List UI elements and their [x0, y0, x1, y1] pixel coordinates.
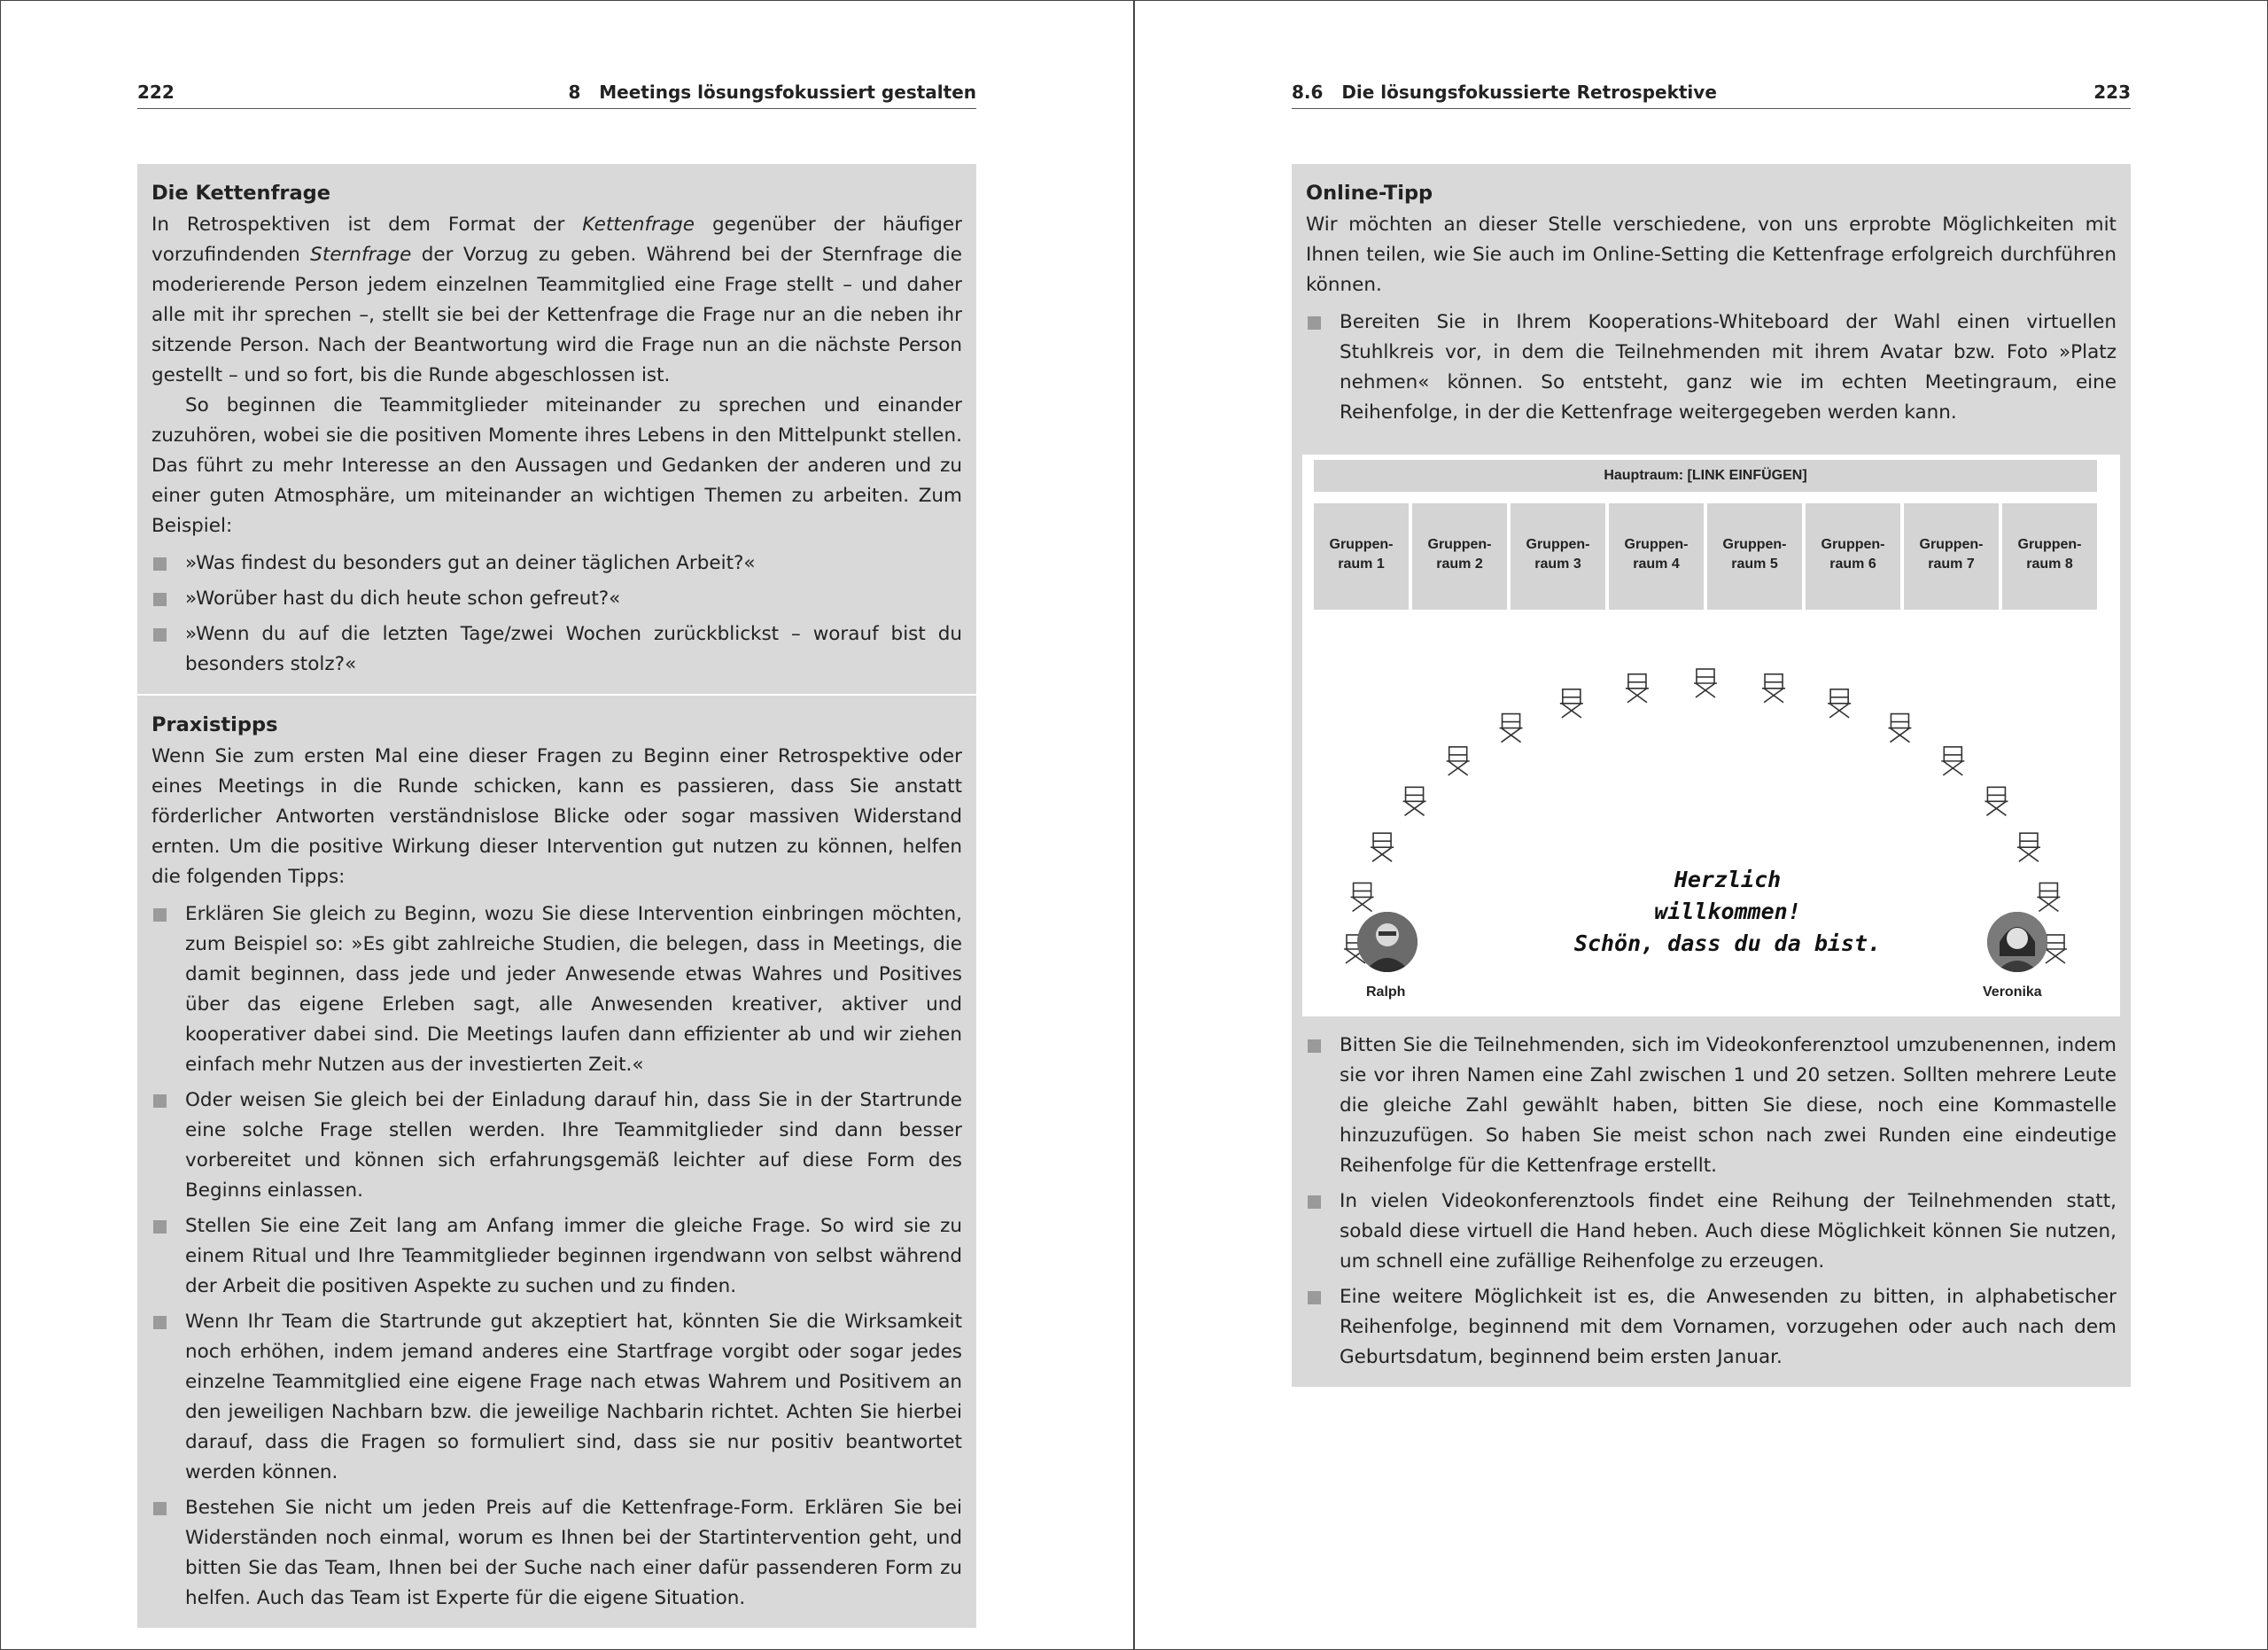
bullet-square-icon	[1308, 1291, 1321, 1304]
welcome-line: Schön, dass du da bist.	[1573, 930, 1882, 956]
emphasis: Sternfrage	[310, 244, 412, 266]
group-label-line: Gruppen-	[1526, 537, 1590, 552]
chair-icon	[1941, 747, 1964, 775]
list-item-text: In vielen Videokonferenztools findet eine Reihung der Teilnehmenden statt, sobald diese virtuell die Hand heben. Auch diese Möglichkeit können Sie nutzen, um schnell eine zufällige Reihenfolge zu erzeugen.	[1340, 1190, 2117, 1273]
chair-icon	[1984, 787, 2008, 815]
text-run: In Retrospektiven ist dem Format der	[151, 214, 583, 236]
welcome-line: Herzlich	[1674, 867, 1782, 892]
bullet-square-icon	[1308, 316, 1321, 330]
chair-icon	[1888, 714, 1911, 743]
list-item	[151, 619, 962, 680]
group-label-line: raum 4	[1633, 556, 1680, 572]
list-item	[151, 584, 962, 614]
list-item-text: »Was findest du besonders gut an deiner täglichen Arbeit?«	[185, 552, 756, 574]
bullet-square-icon	[1308, 1039, 1321, 1053]
group-label-line: raum 6	[1829, 556, 1876, 572]
chair-icon	[1560, 689, 1583, 718]
chair-icon	[1447, 747, 1470, 775]
avatar-ralph	[1357, 912, 1418, 972]
list-item-text: Bereiten Sie in Ihrem Kooperations-Whiteboard der Wahl einen virtuellen Stuhlkreis vor, in dem die Teilnehmenden mit ihrem Avatar bzw. Foto »Platz nehmen« können. So entsteht, ganz wie im echten Meetingraum, eine Reihenfolge, in der die Kettenfrage weitergegeben werden kann.	[1340, 311, 2117, 424]
paragraph: So beginnen die Teammitglieder miteinander zu sprechen und einander zuzuhören, wobei sie die positiven Momente ihres Lebens in den Mittelpunkt stellen. Das führt zu mehr Interesse an den Aussagen und Gedanken der anderen und zu einer guten Atmosphäre, um miteinander an wichtigen Themen zu arbeiten. Zum Beispiel:	[151, 394, 962, 537]
list-item	[151, 1307, 962, 1488]
tips-list	[151, 899, 962, 1614]
list-item	[1306, 1031, 2117, 1181]
bullet-square-icon	[153, 1502, 167, 1515]
paragraph: Wenn Sie zum ersten Mal eine dieser Fragen zu Beginn einer Retrospektive oder eines Meetings in die Runde schicken, kann es passieren, dass Sie anstatt förderlicher Antworten verständnislose Blicke oder sogar massiven Widerstand ernten. Um die positive Wirkung dieser Intervention gut nutzen zu können, helfen die folgenden Tipps:	[151, 745, 962, 888]
list-item-text: Oder weisen Sie gleich bei der Einladung darauf hin, dass Sie in der Startrunde eine solche Frage stellen werden. Ihre Teammitglieder sind dann besser vorbereitet und können sich erfahrungsgemäß leichter auf diese Form des Beginns einlassen.	[185, 1089, 962, 1202]
group-label-line: raum 7	[1928, 556, 1975, 572]
group-label-line: raum 5	[1731, 556, 1778, 572]
list-item	[151, 549, 962, 579]
chair-icon	[1500, 714, 1523, 743]
running-header-left	[137, 78, 976, 109]
kettenfrage-box	[137, 164, 976, 694]
list-item-text: »Wenn du auf die letzten Tage/zwei Wochen zurückblickst – worauf bist du besonders stolz?«	[185, 623, 962, 675]
whiteboard-figure	[1302, 455, 2120, 1016]
avatar-name-right: Veronika	[1983, 985, 2042, 1000]
list-item-text: Bitten Sie die Teilnehmenden, sich im Videokonferenztool umzubenennen, indem sie vor ihren Namen eine Zahl zwischen 1 und 20 setzen. Sollten mehrere Leute die gleiche Zahl gewählt haben, bitten Sie diese, noch eine Kommastelle hinzuzufügen. So haben Sie meist schon nach zwei Runden eine eindeutige Reihenfolge für die Kettenfrage erstellt.	[1340, 1034, 2117, 1177]
chair-icon	[1694, 669, 1717, 697]
list-item-text: Bestehen Sie nicht um jeden Preis auf die Kettenfrage-Form. Erklären Sie bei Widerständen noch einmal, worum es Ihnen bei der Startintervention geht, und bitten Sie das Team, Ihnen bei der Suche nach einer dafür passenderen Form zu helfen. Auch das Team ist Experte für die eigene Situation.	[185, 1497, 962, 1609]
box-title: Online-Tipp	[1306, 182, 1433, 205]
bullet-square-icon	[153, 557, 167, 571]
group-label-line: raum 8	[2026, 556, 2073, 572]
group-label-line: Gruppen-	[1624, 537, 1689, 552]
box-title: Die Kettenfrage	[151, 182, 331, 205]
chair-icon	[2017, 833, 2040, 861]
chair-icon	[1762, 674, 1785, 703]
right-page	[1292, 0, 2131, 1650]
bullet-square-icon	[153, 1316, 167, 1329]
paragraph: Wir möchten an dieser Stelle verschiedene, von uns erprobte Möglichkeiten mit Ihnen teilen, wie Sie auch im Online-Setting die Kettenfrage erfolgreich durchführen können.	[1306, 214, 2117, 296]
group-label-line: raum 1	[1338, 556, 1385, 572]
bullet-square-icon	[153, 628, 167, 642]
chair-icon	[1828, 689, 1851, 718]
list-item	[1306, 1187, 2117, 1277]
section-title: 8.6 Die lösungsfokussierte Retrospektive	[1292, 82, 1717, 103]
online-tips-list	[1306, 307, 2117, 428]
list-item-text: Stellen Sie eine Zeit lang am Anfang immer die gleiche Frage. So wird sie zu einem Ritual und Ihre Teammitglieder beginnen irgendwann von selbst während der Arbeit die positiven Aspekte zu suchen und zu finden.	[185, 1215, 962, 1297]
box-title: Praxistipps	[151, 713, 278, 736]
person-photo-icon	[1987, 912, 2047, 972]
bullet-square-icon	[153, 908, 167, 922]
list-item	[151, 1211, 962, 1302]
list-item	[151, 1493, 962, 1614]
text-run: gegenüber der häufiger vorzufindenden	[151, 214, 962, 266]
list-item	[151, 899, 962, 1080]
praxistipps-box	[137, 696, 976, 1628]
group-label-line: Gruppen-	[1722, 537, 1787, 552]
group-label-line: raum 2	[1436, 556, 1483, 572]
welcome-line: willkommen!	[1654, 899, 1801, 924]
list-item	[1306, 307, 2117, 428]
left-page	[137, 0, 976, 1650]
chair-icon	[1403, 787, 1426, 815]
chair-icon	[1626, 674, 1649, 703]
book-spine	[1133, 0, 1135, 1650]
list-item	[151, 1086, 962, 1206]
person-photo-icon	[1357, 912, 1418, 972]
online-tips-list-continued	[1306, 1031, 2117, 1373]
group-label-line: Gruppen-	[1329, 537, 1394, 552]
bullet-square-icon	[153, 1220, 167, 1234]
avatar-veronika	[1987, 912, 2047, 972]
bullet-square-icon	[1308, 1195, 1321, 1209]
paragraph	[151, 210, 962, 391]
list-item-text: »Worüber hast du dich heute schon gefreut?«	[185, 588, 621, 610]
chair-icon	[2037, 883, 2060, 911]
group-label-line: Gruppen-	[1919, 537, 1984, 552]
online-tipp-box	[1292, 164, 2131, 1387]
group-label-line: raum 3	[1534, 556, 1581, 572]
group-label-line: Gruppen-	[1427, 537, 1492, 552]
bullet-square-icon	[153, 1094, 167, 1108]
chair-icon	[1371, 833, 1394, 861]
welcome-message	[1542, 864, 1914, 960]
page-number: 222	[137, 82, 175, 103]
example-question-list	[151, 549, 962, 680]
list-item-text: Erklären Sie gleich zu Beginn, wozu Sie diese Intervention einbringen möchten, zum Beispiel so: »Es gibt zahlreiche Studien, die belegen, dass in Meetings, die damit beginnen, dass jede und jeder Anwesende etwas Wahres und Positives über das eigene Erleben sagt, alle Anwesenden kreativer, aktiver und kooperativer dabei sind. Die Meetings laufen dann effizienter ab und wir ziehen einfach mehr Nutzen aus der investierten Zeit.«	[185, 903, 962, 1076]
main-room-banner: Hauptraum: [LINK EINFÜGEN]	[1314, 460, 2097, 492]
list-item-text: Eine weitere Möglichkeit ist es, die Anwesenden zu bitten, in alphabetischer Reihenfolge, beginnend mit dem Vornamen, vorzugehen oder auch nach dem Geburtsdatum, beginnend beim ersten Januar.	[1340, 1286, 2117, 1368]
avatar-name-left: Ralph	[1366, 985, 1406, 1000]
bullet-square-icon	[153, 593, 167, 606]
list-item	[1306, 1282, 2117, 1373]
page-number: 223	[2093, 82, 2131, 103]
group-label-line: Gruppen-	[2017, 537, 2082, 552]
text-run: der Vorzug zu geben. Während bei der Sternfrage die moderierende Person jedem einzelnen Teammitglied eine Frage stellt – und daher alle mit ihr sprechen –, stellt sie bei der Kettenfrage die Frage nur an die neben ihr sitzende Person. Nach der Beantwortung wird die Frage nun an die nächste Person gestellt – und so fort, bis die Runde abgeschlossen ist.	[151, 244, 962, 386]
list-item-text: Wenn Ihr Team die Startrunde gut akzeptiert hat, könnten Sie die Wirksamkeit noch erhöhen, indem jemand anderes eine Startfrage vorgibt oder sogar jedes einzelne Teammitglied eine eigene Frage nach etwas Wahrem und Positivem an den jeweiligen Nachbarn bzw. die jeweilige Nachbarin richtet. Achten Sie hierbei darauf, dass die Fragen so formuliert sind, dass sie nur positiv beantwortet werden können.	[185, 1311, 962, 1483]
chapter-title: 8 Meetings lösungsfokussiert gestalten	[568, 82, 976, 103]
running-header-right	[1292, 78, 2131, 109]
chair-icon	[1351, 883, 1374, 911]
emphasis: Kettenfrage	[582, 214, 695, 236]
group-label-line: Gruppen-	[1821, 537, 1885, 552]
